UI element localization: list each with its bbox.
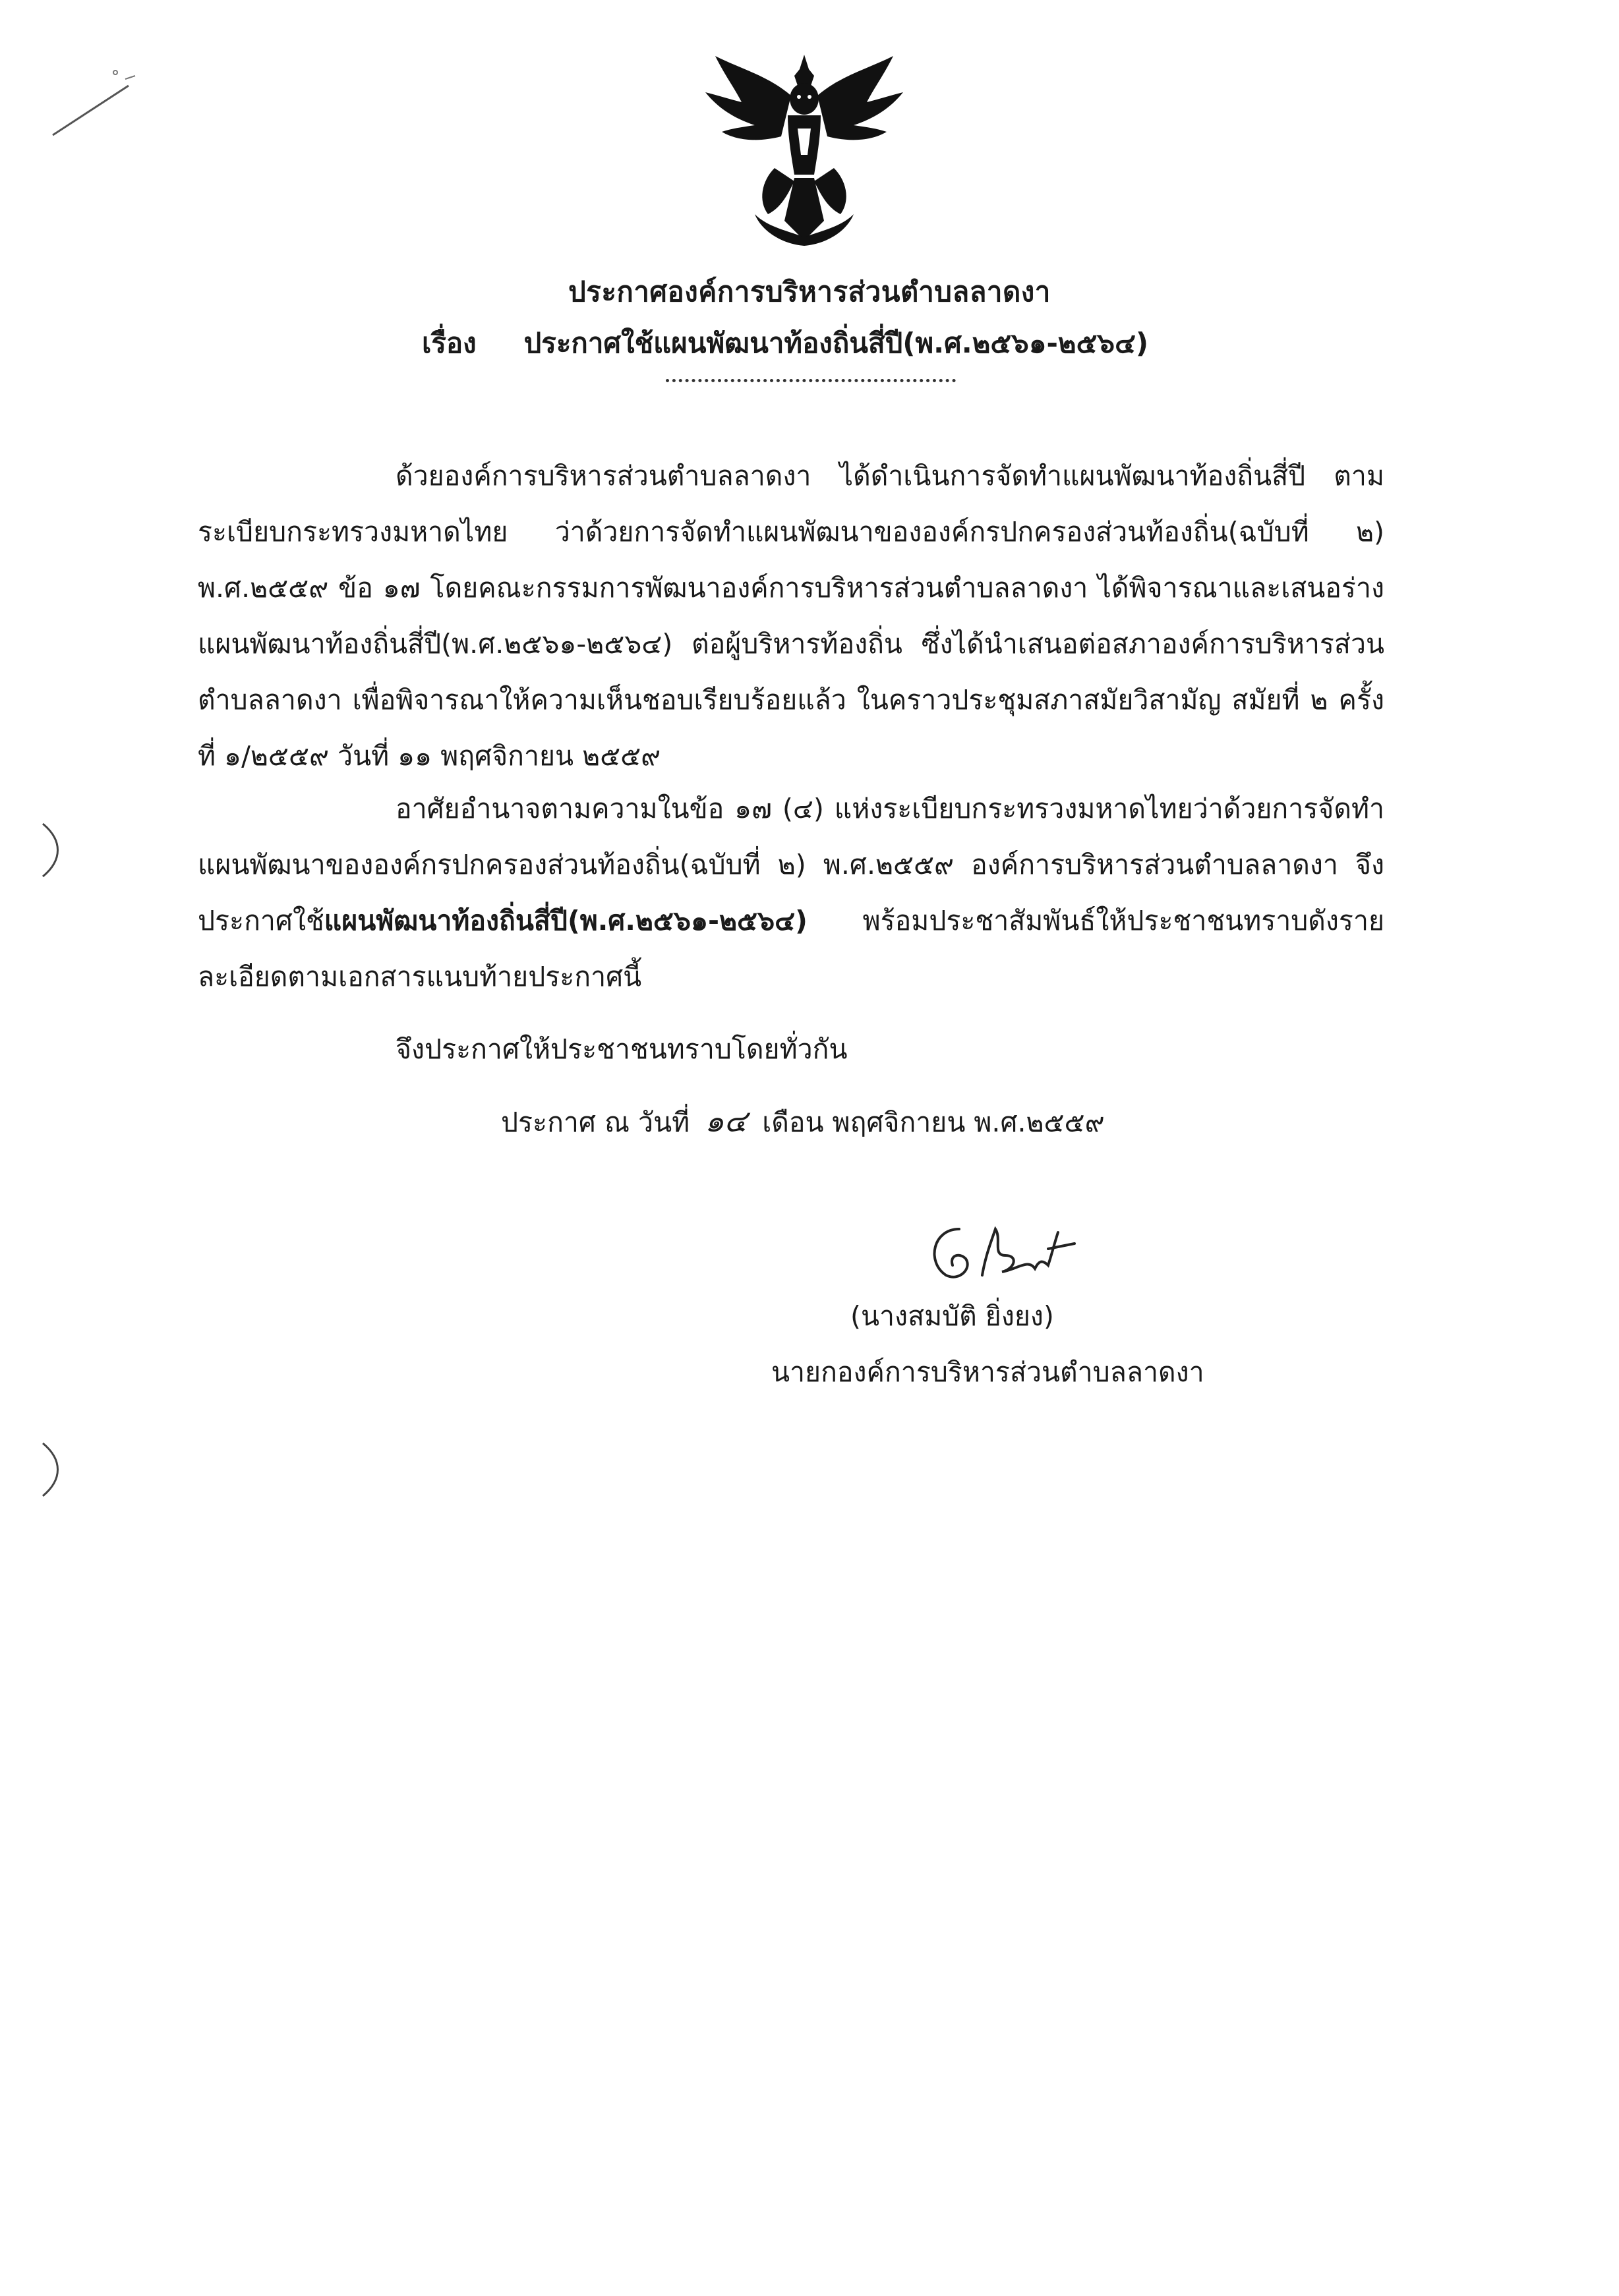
subject-line [422,322,1148,365]
dateline-prefix: ประกาศ ณ วันที่ [501,1106,690,1138]
pen-scribble-mark [46,59,138,145]
dotted-divider [666,379,956,382]
dateline [501,1097,1105,1145]
dateline-suffix: เดือน พฤศจิกายน พ.ศ.๒๕๕๙ [762,1106,1105,1138]
body-paragraph-1 [198,448,1384,784]
punch-hole-mark [36,820,69,880]
signer-title: นายกองค์การบริหารส่วนตำบลลาดงา [771,1356,1204,1388]
punch-hole-mark [36,1440,69,1499]
plan-title-bold: แผนพัฒนาท้องถิ่นสี่ปี(พ.ศ.๒๕๖๑-๒๕๖๔) [324,905,808,936]
subject-label: เรื่อง [422,327,477,359]
paragraph-2-text-part2: พร้อมประชาสัมพันธ์ให้ประชาชนทราบดังรายละเอียดตามเอกสารแนบท้ายประกาศนี้ [198,905,1384,992]
signer-name: (นางสมบัติ ยิ่งยง) [850,1300,1054,1332]
paragraph-2-text-part1: อาศัยอำนาจตามความในข้อ ๑๗ (๔) แห่งระเบียบกระทรวงมหาดไทยว่าด้วยการจัดทำแผนพัฒนาขององค์กรปกครองส่วนท้องถิ่น(ฉบับที่ ๒) พ.ศ.๒๕๕๙ องค์การบริหารส่วนตำบลลาดงา จึงประกาศใช้ [198,793,1384,936]
closing-sentence: จึงประกาศให้ประชาชนทราบโดยทั่วกัน [396,1033,848,1065]
subject-text: ประกาศใช้แผนพัฒนาท้องถิ่นสี่ปี(พ.ศ.๒๕๖๑-๒๕๖๔) [523,327,1149,359]
paragraph-1-text: ด้วยองค์การบริหารส่วนตำบลลาดงา ได้ดำเนินการจัดทำแผนพัฒนาท้องถิ่นสี่ปี ตามระเบียบกระทรวงมหาดไทย ว่าด้วยการจัดทำแผนพัฒนาขององค์กรปกครองส่วนท้องถิ่น(ฉบับที่ ๒) พ.ศ.๒๕๕๙ ข้อ ๑๗ โดยคณะกรรมการพัฒนาองค์การบริหารส่วนตำบลลาดงา ได้พิจารณาและเสนอร่างแผนพัฒนาท้องถิ่นสี่ปี(พ.ศ.๒๕๖๑-๒๕๖๔) ต่อผู้บริหารท้องถิ่น ซึ่งได้นำเสนอต่อสภาองค์การบริหารส่วนตำบลลาดงา เพื่อพิจารณาให้ความเห็นชอบเรียบร้อยแล้ว ในคราวประชุมสภาสมัยวิสามัญ สมัยที่ ๒ ครั้งที่ ๑/๒๕๕๙ วันที่ ๑๑ พฤศจิกายน ๒๕๕๙ [198,460,1384,772]
garuda-emblem [695,49,913,247]
handwritten-signature [920,1203,1091,1295]
body-paragraph-2 [198,781,1384,1005]
announcement-title: ประกาศองค์การบริหารส่วนตำบลลาดงา [568,275,1051,308]
dateline-day: ๑๔ [705,1103,748,1139]
